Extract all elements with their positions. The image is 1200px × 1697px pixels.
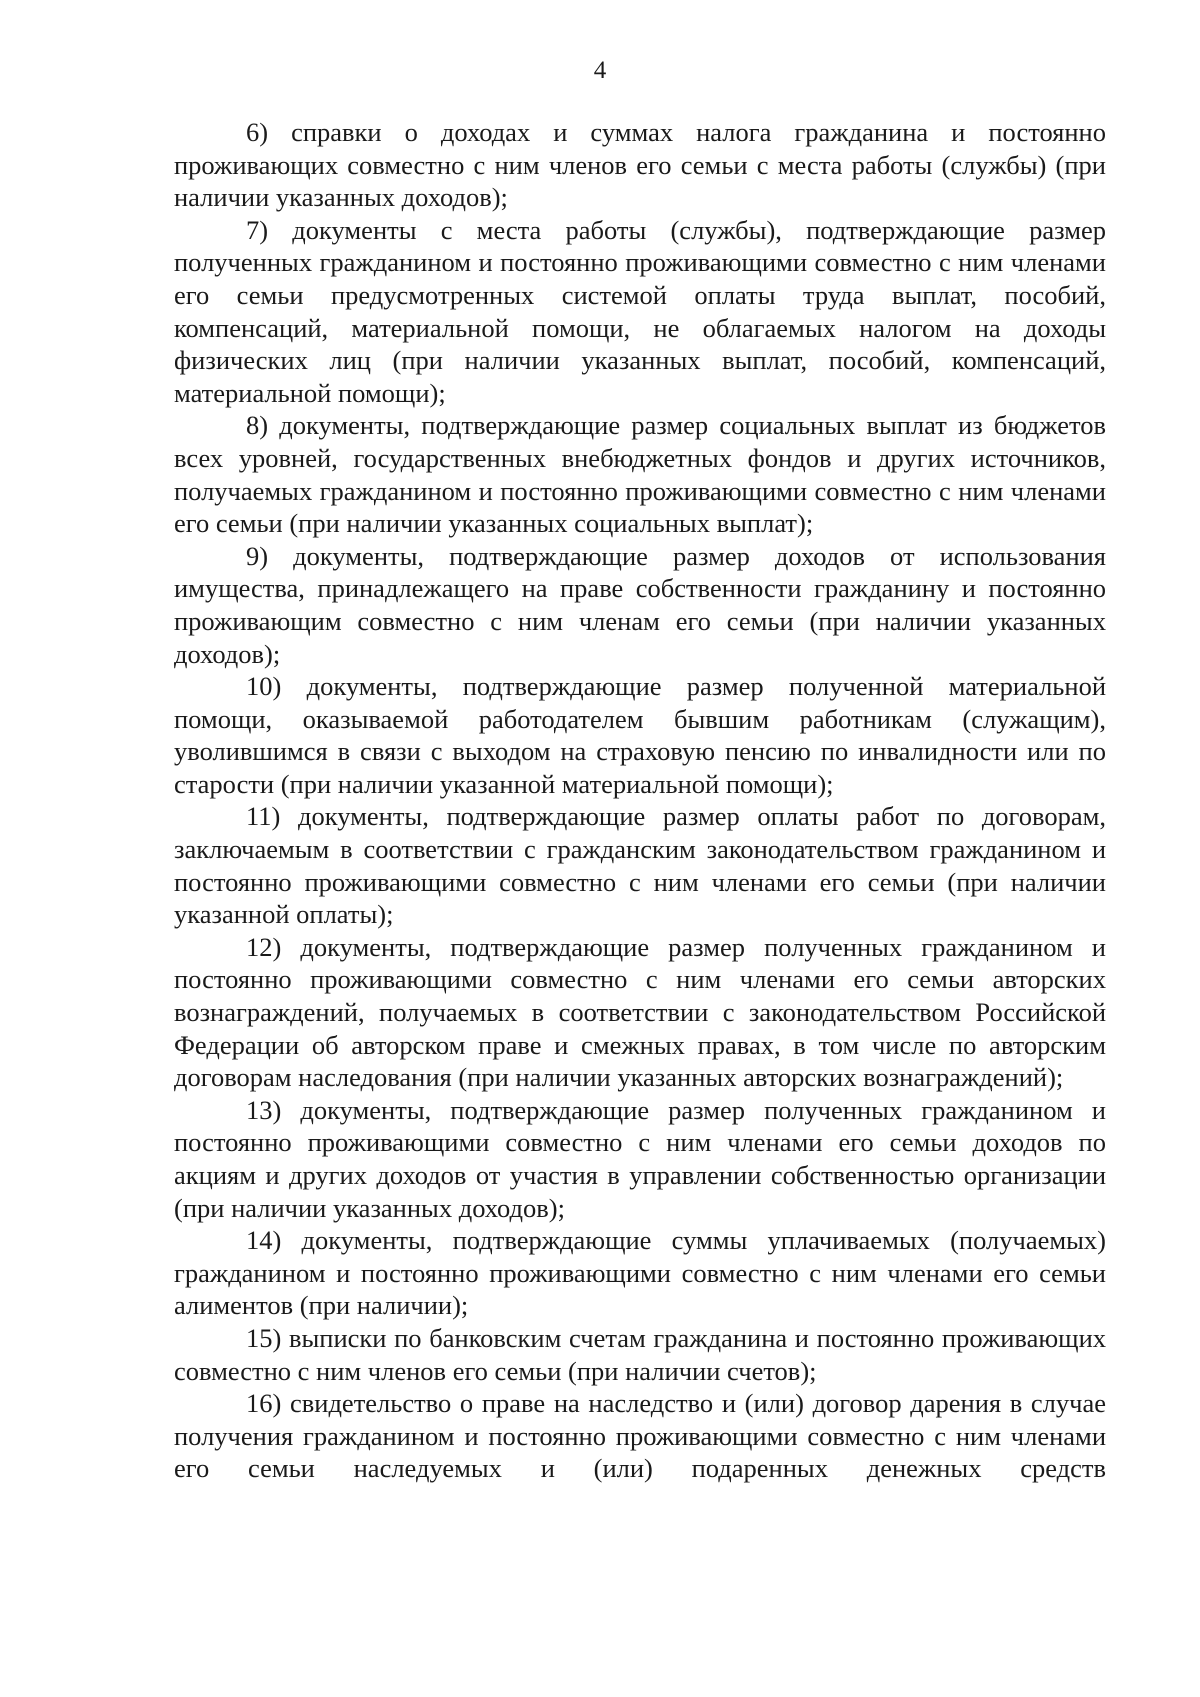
document-body (174, 116, 1106, 1485)
list-item-6: 6) справки о доходах и суммах налога гражданина и постоянно проживающих совместно с ним членов его семьи с места работы (службы) (при наличии указанных доходов); (174, 117, 1106, 213)
list-item-14: 14) документы, подтверждающие суммы уплачиваемых (получаемых) гражданином и постоянно проживающими совместно с ним членами его семьи алиментов (при наличии); (174, 1225, 1106, 1321)
list-item-8: 8) документы, подтверждающие размер социальных выплат из бюджетов всех уровней, государственных внебюджетных фондов и других источников, получаемых гражданином и постоянно проживающими совместно с ним членами его семьи (при наличии указанных социальных выплат); (174, 410, 1106, 539)
list-item-13: 13) документы, подтверждающие размер полученных гражданином и постоянно проживающими совместно с ним членами его семьи доходов по акциям и других доходов от участия в управлении собственностью организации (при наличии указанных доходов); (174, 1094, 1106, 1223)
list-item-10: 10) документы, подтверждающие размер полученной материальной помощи, оказываемой работодателем бывшим работникам (служащим), уволившимся в связи с выходом на страховую пенсию по инвалидности или по старости (при наличии указанной материальной помощи); (174, 671, 1106, 799)
list-item-11: 11) документы, подтверждающие размер оплаты работ по договорам, заключаемым в соответствии с гражданским законодательством гражданином и постоянно проживающими совместно с ним членами его семьи (при наличии указанной оплаты); (174, 801, 1106, 930)
page-number: 4 (593, 57, 607, 84)
list-item-7: 7) документы с места работы (службы), подтверждающие размер полученных гражданином и постоянно проживающими совместно с ним членами его семьи предусмотренных системой оплаты труда выплат, пособий, компенсаций, материальной помощи, не облагаемых налогом на доходы физических лиц (при наличии указанных выплат, пособий, компенсаций, материальной помощи); (174, 214, 1106, 408)
list-item-9: 9) документы, подтверждающие размер доходов от использования имущества, принадлежащего на праве собственности гражданину и постоянно проживающим совместно с ним членам его семьи (при наличии указанных доходов); (174, 540, 1106, 669)
list-item-15: 15) выписки по банковским счетам гражданина и постоянно проживающих совместно с ним членов его семьи (при наличии счетов); (174, 1322, 1106, 1386)
list-item-16: 16) свидетельство о праве на наследство и (или) договор дарения в случае получения гражданином и постоянно проживающими совместно с ним членами его семьи наследуемых и (или) подаренных денежных средств (174, 1388, 1106, 1484)
list-item-12: 12) документы, подтверждающие размер полученных гражданином и постоянно проживающими совместно с ним членами его семьи авторских вознаграждений, получаемых в соответствии с законодательством Российской Федерации об авторском праве и смежных правах, в том числе по авторским договорам наследования (при наличии указанных авторских вознаграждений); (174, 931, 1106, 1093)
